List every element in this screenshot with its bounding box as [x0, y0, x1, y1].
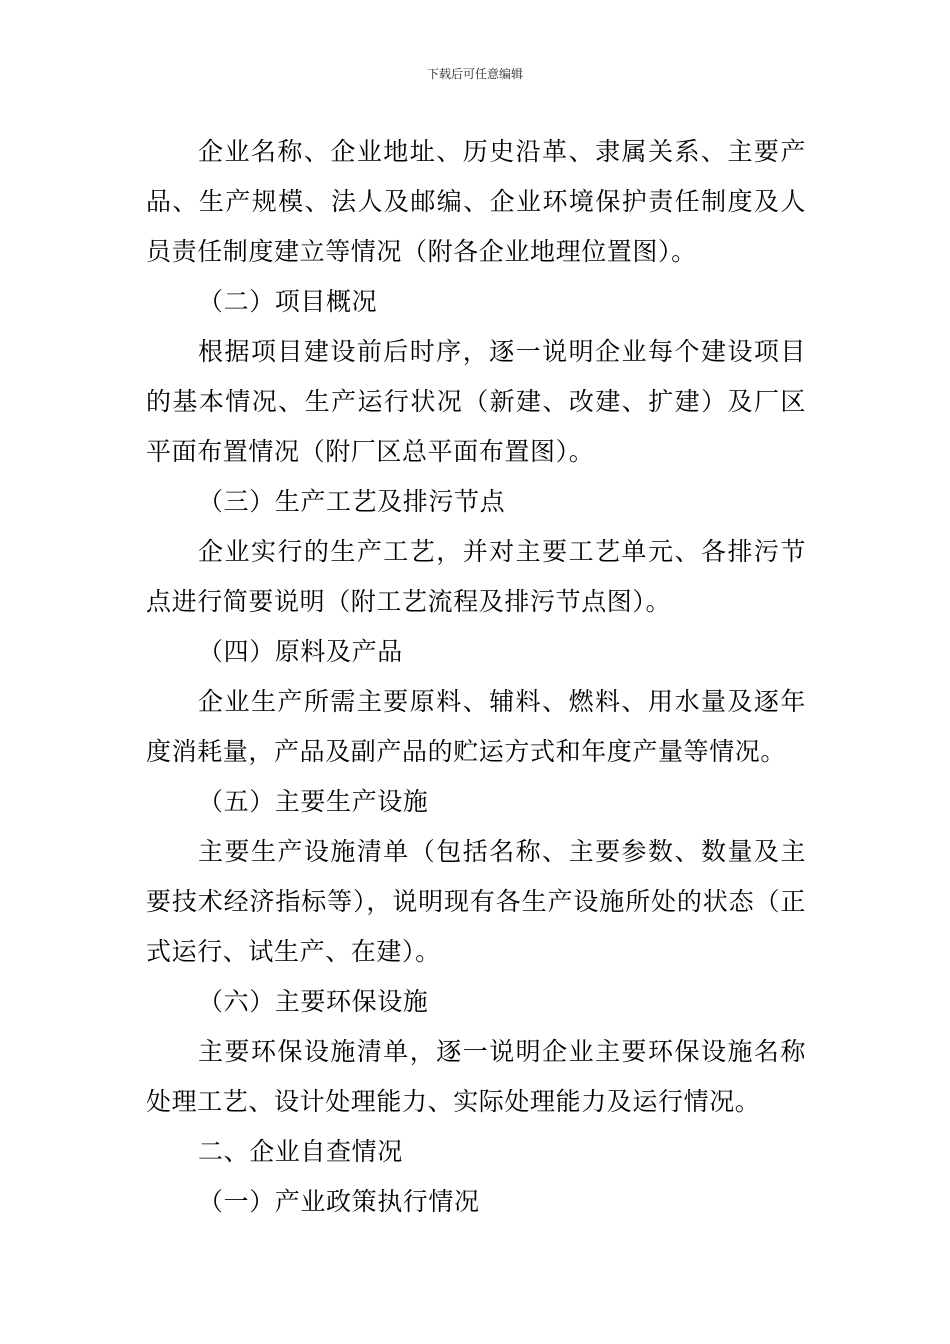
paragraph-materials-products: 企业生产所需主要原料、辅料、燃料、用水量及逐年度消耗量，产品及副产品的贮运方式和年度产量等情况。 — [146, 687, 806, 766]
paragraph-production-process: 企业实行的生产工艺，并对主要工艺单元、各排污节点进行简要说明（附工艺流程及排污节点图）。 — [146, 537, 806, 616]
paragraph-production-facilities: 主要生产设施清单（包括名称、主要参数、数量及主要技术经济指标等），说明现有各生产设施所处的状态（正式运行、试生产、在建）。 — [146, 837, 806, 966]
section-self-inspection: 二、企业自查情况 — [198, 1137, 403, 1166]
paragraph-enterprise-info: 企业名称、企业地址、历史沿革、隶属关系、主要产品、生产规模、法人及邮编、企业环境保护责任制度及人员责任制度建立等情况（附各企业地理位置图）。 — [146, 137, 806, 266]
heading-environmental-facilities: （六）主要环保设施 — [198, 987, 429, 1016]
heading-production-facilities: （五）主要生产设施 — [198, 787, 429, 816]
paragraph-project-overview: 根据项目建设前后时序，逐一说明企业每个建设项目的基本情况、生产运行状况（新建、改建、扩建）及厂区平面布置情况（附厂区总平面布置图）。 — [146, 337, 806, 466]
heading-project-overview: （二）项目概况 — [198, 287, 378, 316]
heading-materials-products: （四）原料及产品 — [198, 637, 403, 666]
paragraph-environmental-facilities: 主要环保设施清单，逐一说明企业主要环保设施名称处理工艺、设计处理能力、实际处理能力及运行情况。 — [146, 1037, 806, 1116]
heading-industrial-policy: （一）产业政策执行情况 — [198, 1187, 480, 1216]
header-note: 下载后可任意编辑 — [426, 67, 523, 81]
heading-production-process: （三）生产工艺及排污节点 — [198, 487, 506, 516]
document-body — [146, 127, 806, 1227]
